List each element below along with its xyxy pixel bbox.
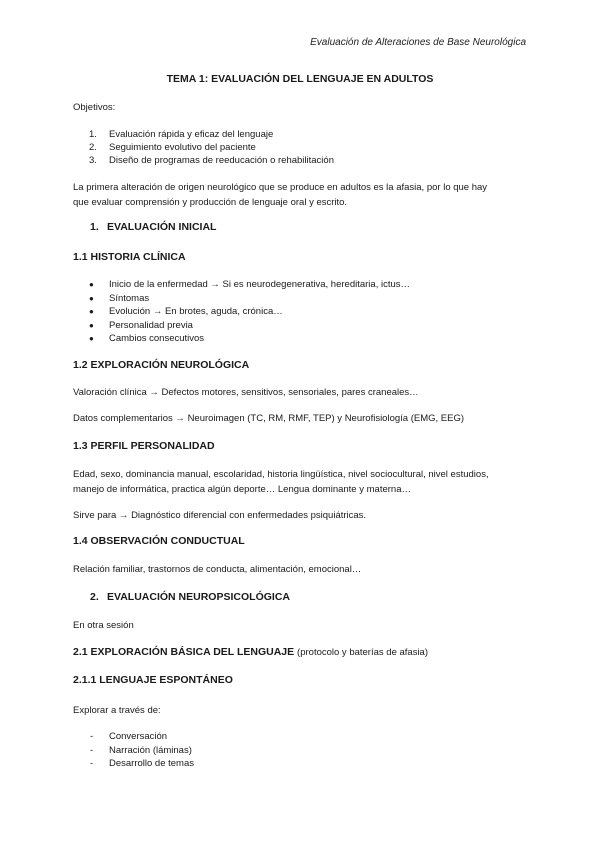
observacion-paragraph: Relación familiar, trastornos de conducta, alimentación, emocional… (73, 564, 362, 575)
list-item: - Narración (láminas) (90, 744, 192, 756)
bullet-icon: ● (89, 334, 94, 343)
exploracion-neurologica-heading: 1.2 EXPLORACIÓN NEUROLÓGICA (73, 359, 250, 371)
document-title: TEMA 1: EVALUACIÓN DEL LENGUAJE EN ADULTOS (166, 73, 434, 85)
list-item: - Desarrollo de temas (90, 758, 195, 769)
bullet-icon: ● (89, 280, 94, 289)
lenguaje-espontaneo-heading: 2.1.1 LENGUAJE ESPONTÁNEO (73, 674, 233, 686)
objectives-list (73, 128, 334, 168)
observacion-conductual-heading: 1.4 OBSERVACIÓN CONDUCTUAL (73, 535, 245, 547)
historia-clinica-heading: 1.1 HISTORIA CLÍNICA (73, 251, 186, 263)
list-item: 1. Evaluación rápida y eficaz del lenguaje (89, 129, 274, 140)
list-item: - Conversación (90, 731, 168, 742)
exploracion-paragraph-2: Datos complementarios → Neuroimagen (TC, RM, RMF, TEP) y Neurofisiología (EMG, EEG) (73, 413, 465, 424)
perfil-sirve-para: Sirve para → Diagnóstico diferencial con enfermedades psiquiátricas. (73, 510, 367, 521)
list-item: 2. Seguimiento evolutivo del paciente (89, 142, 256, 154)
running-header: Evaluación de Alteraciones de Base Neurológica (310, 37, 526, 48)
lenguaje-espontaneo-list (73, 730, 194, 771)
historia-clinica-list (73, 278, 410, 346)
list-item: ● Personalidad previa (89, 319, 193, 331)
lenguaje-espontaneo-intro: Explorar a través de: (73, 705, 161, 716)
section-1-heading: 1. EVALUACIÓN INICIAL (90, 221, 217, 233)
list-item: ● Síntomas (89, 292, 150, 304)
list-item: ● Inicio de la enfermedad → Si es neurodegenerativa, hereditaria, ictus… (89, 279, 411, 290)
exploracion-paragraph-1: Valoración clínica → Defectos motores, sensitivos, sensoriales, pares craneales… (73, 387, 419, 398)
exploracion-basica-heading: 2.1 EXPLORACIÓN BÁSICA DEL LENGUAJE (protocolo y baterías de afasia) (73, 646, 429, 658)
bullet-icon: ● (89, 320, 94, 330)
perfil-paragraph: Edad, sexo, dominancia manual, escolaridad, historia lingüística, nivel sociocultural, nivel estudios, manejo de informática, practica algún deporte… Lengua dominante y materna… (73, 469, 489, 495)
list-item: ● Evolución → En brotes, aguda, crónica… (89, 306, 283, 317)
bullet-icon: ● (89, 293, 94, 303)
intro-paragraph: La primera alteración de origen neurológico que se produce en adultos es la afasia, por lo que hay que evaluar comprensión y producción de lenguaje oral y escrito. (73, 182, 488, 208)
objectives-label: Objetivos: (73, 102, 116, 113)
perfil-personalidad-heading: 1.3 PERFIL PERSONALIDAD (73, 440, 215, 452)
list-item: 3. Diseño de programas de reeducación o rehabilitación (89, 155, 334, 167)
list-item: ● Cambios consecutivos (89, 333, 205, 344)
bullet-icon: ● (89, 307, 94, 316)
section-2-heading: 2. EVALUACIÓN NEUROPSICOLÓGICA (90, 591, 290, 603)
section-2-note: En otra sesión (73, 620, 134, 631)
